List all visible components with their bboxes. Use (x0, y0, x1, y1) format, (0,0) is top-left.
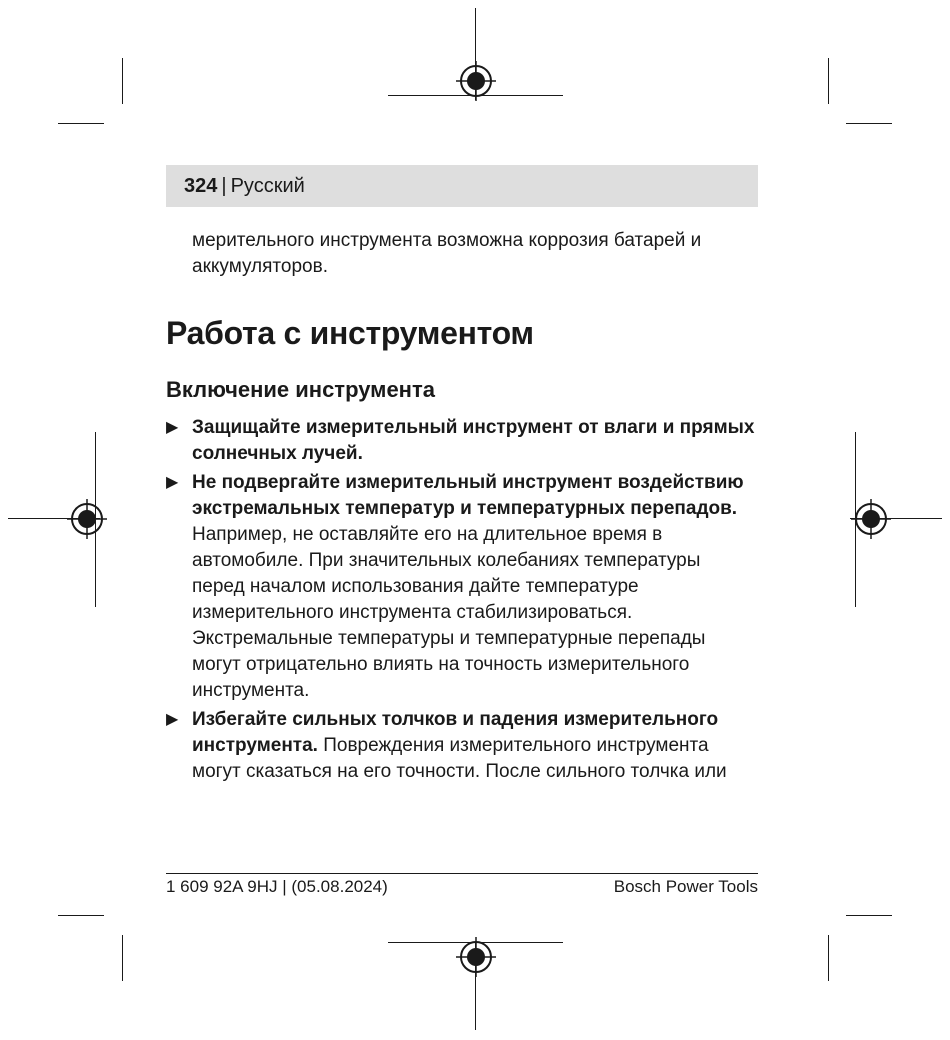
crop-mark (846, 915, 892, 916)
warning-list (166, 415, 758, 785)
footer-rule (166, 873, 758, 874)
header-separator: | (221, 174, 227, 197)
header-language: Русский (230, 174, 305, 197)
page-footer (166, 876, 758, 898)
list-item-text: Повреждения измерительного инструмента могут сказаться на его точности. После сильного толчка или (192, 735, 727, 782)
registration-mark-icon (456, 61, 496, 101)
crop-mark (828, 935, 829, 981)
crop-mark (58, 915, 104, 916)
crop-mark (828, 58, 829, 104)
crop-mark (122, 58, 123, 104)
list-item (166, 415, 758, 467)
page-number: 324 (184, 174, 218, 197)
footer-brand: Bosch Power Tools (613, 877, 758, 896)
list-item-text: Например, не оставляйте его на длительное время в автомобиле. При значительных колебаниях температуры перед началом использования дайте температуре измерительного инструмента стабилизироваться. Экстремальные температуры и температурные перепады могут отрицательно влиять на точность измерительного инструмента. (192, 524, 706, 701)
page-content (166, 228, 758, 788)
intro-paragraph: мерительного инструмента возможна коррозия батарей и аккумуляторов. (192, 230, 702, 277)
triangle-bullet-icon: ▶ (166, 474, 179, 491)
list-item (166, 707, 758, 785)
footer-doc-code: 1 609 92A 9HJ | (05.08.2024) (166, 877, 388, 896)
list-item-bold: Защищайте измерительный инструмент от влаги и прямых солнечных лучей. (192, 417, 755, 464)
crop-mark (122, 935, 123, 981)
list-item (166, 470, 758, 704)
triangle-bullet-icon: ▶ (166, 419, 179, 436)
registration-mark-icon (851, 499, 891, 539)
crop-mark (846, 123, 892, 124)
subsection-title: Включение инструмента (166, 377, 435, 402)
page-header (166, 165, 758, 207)
crop-mark (58, 123, 104, 124)
section-title: Работа с инструментом (166, 315, 534, 351)
list-item-bold: Избегайте сильных толчков и падения измерительного инструмента. (192, 709, 719, 756)
list-item-bold: Не подвергайте измерительный инструмент воздействию экстремальных температур и температурных перепадов. (192, 472, 744, 519)
triangle-bullet-icon: ▶ (166, 711, 179, 728)
registration-mark-icon (67, 499, 107, 539)
registration-mark-icon (456, 937, 496, 977)
